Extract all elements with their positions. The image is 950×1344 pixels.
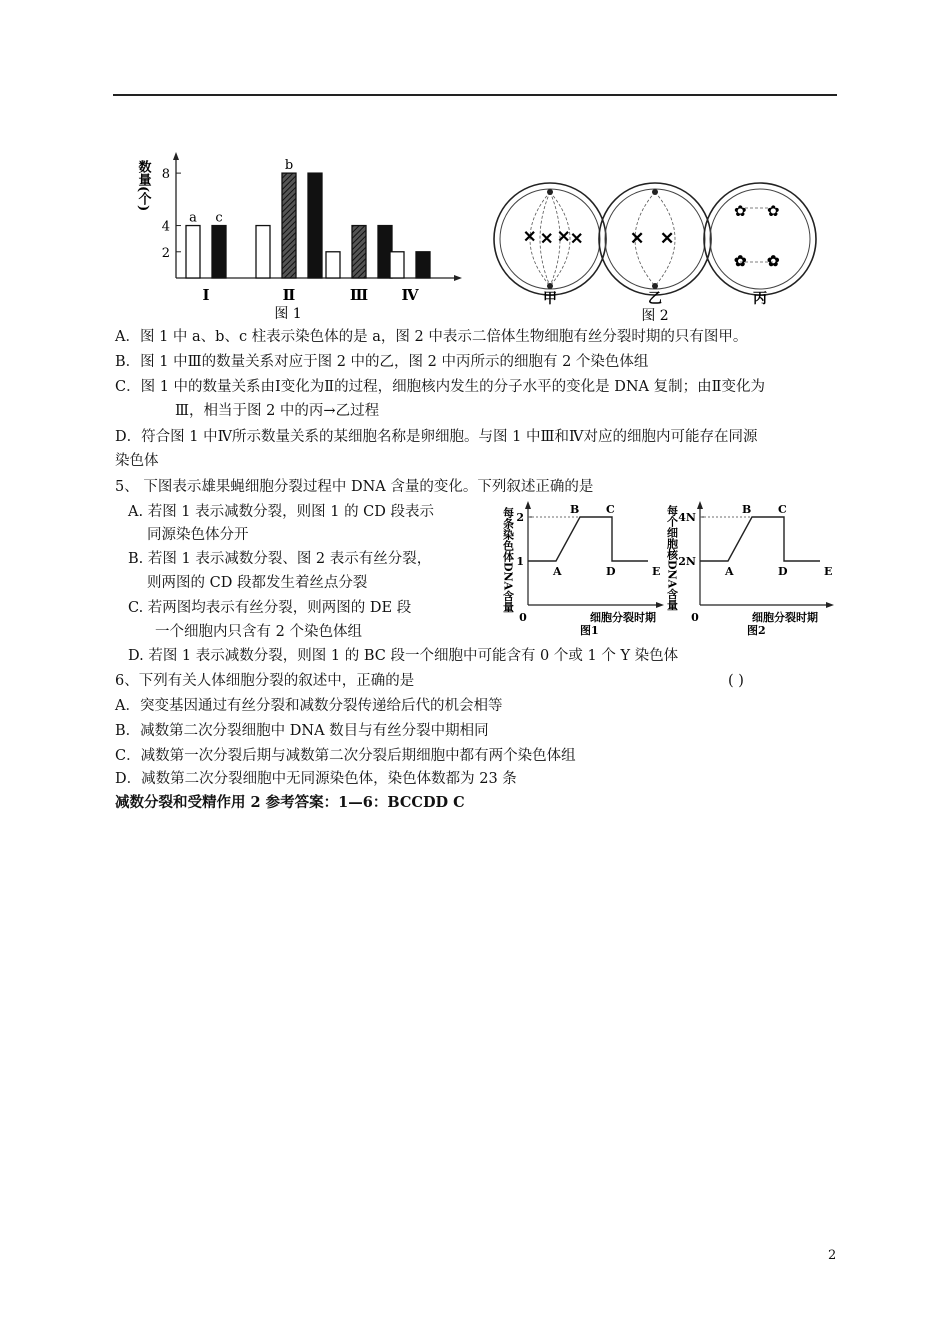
fig1-bar-a — [256, 226, 270, 278]
svg-text:✕: ✕ — [660, 229, 675, 249]
q4-option-c-line1: C．图 1 中的数量关系由Ⅰ变化为Ⅱ的过程，细胞核内发生的分子水平的变化是 DNA 复制；由Ⅱ变化为 — [115, 379, 765, 395]
q5-option-c-line2: 一个细胞内只含有 2 个染色体组 — [155, 624, 362, 640]
q5-option-a-line2: 同源染色体分开 — [147, 527, 249, 543]
q5-chart-2 — [666, 501, 835, 637]
svg-text:✕: ✕ — [540, 229, 554, 248]
chart2-xlabel: 细胞分裂时期 — [752, 611, 818, 624]
q4-option-a: A．图 1 中 a、b、c 柱表示染色体的是 a，图 2 中表示二倍体生物细胞有丝分裂时期的只有图甲。 — [115, 329, 748, 345]
chart2-origin: 0 — [691, 611, 699, 624]
cell-yi — [599, 183, 711, 295]
fig1-category-label: Ⅳ — [401, 286, 419, 304]
fig1-bar-label-a: a — [189, 210, 197, 226]
q5-option-b-line2: 则两图的 CD 段都发生着丝点分裂 — [147, 575, 368, 591]
fig1-bar-c — [308, 173, 322, 278]
chart-point-A: A — [725, 565, 734, 578]
svg-text:✕: ✕ — [630, 229, 645, 249]
q4-option-c-line2: Ⅲ，相当于图 2 中的丙→乙过程 — [175, 403, 380, 419]
chart-point-B: B — [570, 503, 580, 516]
chart-ytick-label: 1 — [516, 555, 524, 568]
q5-option-c-line1: C. 若两图均表示有丝分裂，则两图的 DE 段 — [128, 600, 412, 616]
figure-1-caption: 图 1 — [274, 306, 302, 322]
cell-label-bing: 丙 — [753, 291, 767, 307]
chart-point-D: D — [606, 565, 616, 578]
chart1-origin: 0 — [519, 611, 527, 624]
fig1-y-arrow — [173, 152, 179, 160]
fig1-bar-a — [186, 226, 200, 278]
fig1-category-label: Ⅰ — [202, 286, 210, 304]
chart-point-C: C — [778, 503, 787, 516]
q6-option-a: A．突变基因通过有丝分裂和减数分裂传递给后代的机会相等 — [115, 698, 503, 714]
chart-point-C: C — [606, 503, 615, 516]
svg-text:✿: ✿ — [734, 252, 747, 270]
chart-ytick-label: 2N — [678, 555, 696, 568]
q5-option-a-line1: A. 若图 1 表示减数分裂，则图 1 的 CD 段表示 — [128, 504, 435, 520]
svg-text:✕: ✕ — [523, 227, 537, 246]
q6-answer-paren: ( ) — [728, 673, 744, 689]
chart1-xlabel: 细胞分裂时期 — [590, 611, 656, 624]
q5-option-d: D. 若图 1 表示减数分裂，则图 1 的 BC 段一个细胞中可能含有 0 个或 1 个 Y 染色体 — [128, 648, 679, 664]
fig1-x-arrow — [454, 275, 462, 281]
chart-point-E: E — [824, 565, 833, 578]
chart-point-E: E — [652, 565, 661, 578]
fig1-bar-b — [282, 173, 296, 278]
page-number: 2 — [828, 1248, 837, 1263]
header-rule — [113, 94, 837, 96]
chart1-ylabel: 每条染色体DNA含量 — [501, 507, 515, 613]
figure-1-bar-chart — [135, 150, 470, 325]
fig1-category-label: Ⅱ — [282, 286, 296, 304]
chart2-caption: 图2 — [747, 624, 766, 637]
cell-label-yi: 乙 — [648, 291, 662, 307]
fig1-bar-label-b: b — [284, 158, 294, 174]
q5-stem: 5、 下图表示雄果蝇细胞分裂过程中 DNA 含量的变化。下列叙述正确的是 — [115, 479, 594, 495]
svg-text:✕: ✕ — [557, 227, 571, 246]
chart-ytick-label: 2 — [516, 511, 524, 524]
fig1-bar-a — [390, 252, 404, 278]
q6-option-d: D．减数第二次分裂细胞中无同源染色体，染色体数都为 23 条 — [115, 771, 517, 787]
fig1-bar-a — [326, 252, 340, 278]
q6-option-b: B．减数第二次分裂细胞中 DNA 数目与有丝分裂中期相同 — [115, 723, 489, 739]
chart-ytick-label: 4N — [678, 511, 696, 524]
q5-option-b-line1: B. 若图 1 表示减数分裂、图 2 表示有丝分裂， — [128, 551, 432, 567]
svg-text:✿: ✿ — [734, 202, 747, 220]
q4-option-d-line1: D．符合图 1 中Ⅳ所示数量关系的某细胞名称是卵细胞。与图 1 中Ⅲ和Ⅳ对应的细胞内可能存在同源 — [115, 429, 758, 445]
chart2-ylabel: 每个细胞核DNA含量 — [665, 505, 679, 611]
fig1-category-label: Ⅲ — [349, 286, 369, 304]
svg-text:✿: ✿ — [767, 202, 780, 220]
chart1-caption: 图1 — [580, 624, 599, 637]
chart-point-D: D — [778, 565, 788, 578]
svg-text:✕: ✕ — [570, 229, 584, 248]
figure-2-cells — [490, 172, 820, 325]
cell-label-jia: 甲 — [543, 291, 557, 307]
fig1-bar-label-c: c — [215, 210, 223, 226]
fig1-bar-c — [212, 226, 226, 278]
cell-jia — [494, 183, 606, 295]
q5-dna-charts — [490, 497, 850, 637]
fig1-bar-c — [416, 252, 430, 278]
q4-option-b: B．图 1 中Ⅲ的数量关系对应于图 2 中的乙，图 2 中丙所示的细胞有 2 个染色体组 — [115, 354, 649, 370]
chart-point-B: B — [742, 503, 752, 516]
cell-bing — [704, 183, 816, 295]
fig1-bar-b — [352, 226, 366, 278]
svg-text:✿: ✿ — [767, 252, 780, 270]
answer-key: 减数分裂和受精作用 2 参考答案：1—6：BCCDD C — [115, 794, 465, 811]
fig1-ylabel: 数量(个) — [135, 160, 151, 212]
fig1-ytick-label: 2 — [161, 245, 170, 261]
q4-option-d-line2: 染色体 — [115, 453, 159, 469]
fig1-ytick-label: 4 — [161, 219, 170, 235]
q6-option-c: C．减数第一次分裂后期与减数第二次分裂后期细胞中都有两个染色体组 — [115, 748, 576, 764]
fig1-ytick-label: 8 — [161, 167, 170, 183]
figure-2-caption: 图 2 — [641, 308, 669, 324]
q6-stem: 6、下列有关人体细胞分裂的叙述中，正确的是 — [115, 673, 415, 689]
q5-chart-1 — [502, 501, 665, 637]
chart-point-A: A — [553, 565, 562, 578]
